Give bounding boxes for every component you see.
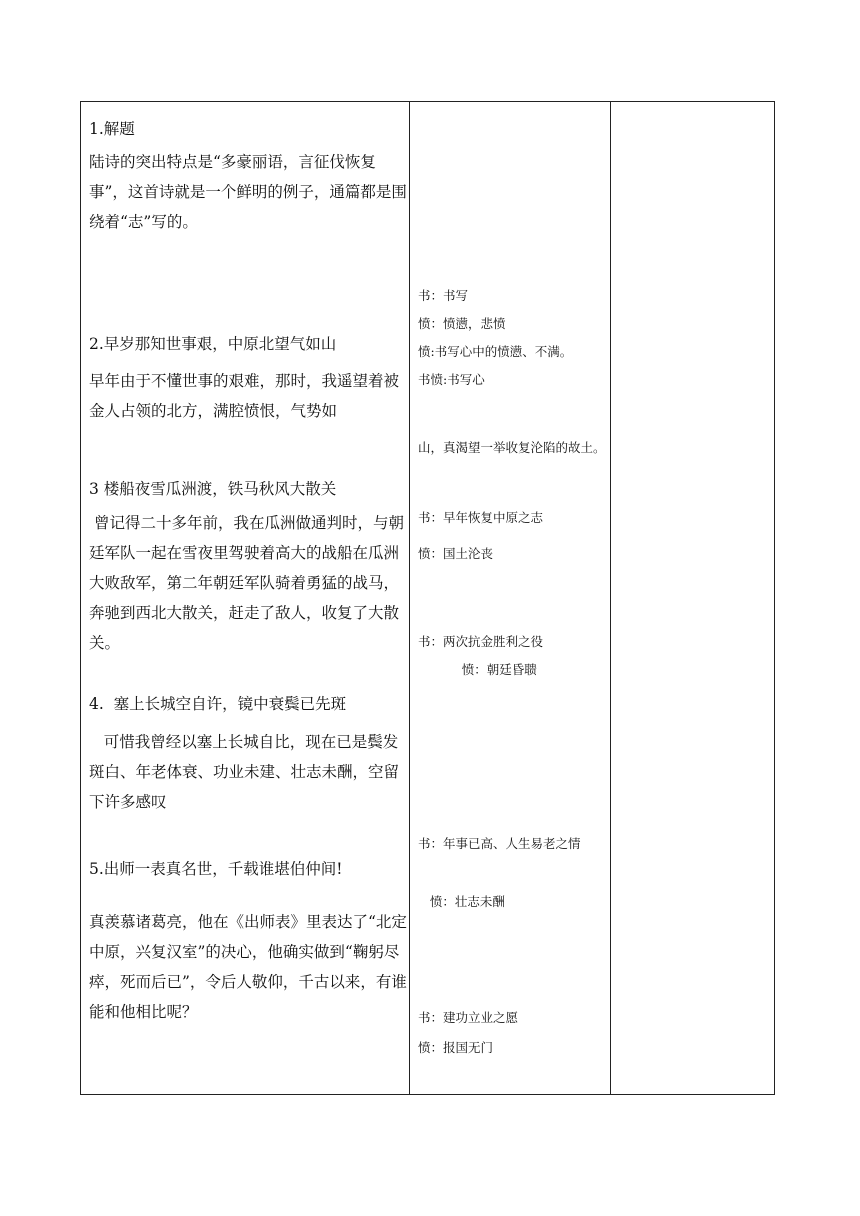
note-5-shu: 书：建功立业之愿 <box>418 1010 519 1025</box>
section-4-body: 可惜我曾经以塞上长城自比，现在已是鬓发斑白、年老体衰、功业未建、壮志未酬，空留下许多感叹 <box>89 733 400 811</box>
note-2-continuation: 山，真渴望一举收复沦陷的故土。 <box>418 440 606 455</box>
note-2-shu: 书：早年恢复中原之志 <box>418 510 544 525</box>
section-1-body: 陆诗的突出特点是“多豪丽语，言征伐恢复事”，这首诗就是一个鲜明的例子，通篇都是围绕着“志”写的。 <box>89 153 407 231</box>
note-1-shufen: 书愤:书写心 <box>418 372 485 387</box>
section-5-heading: 5.出师一表真名世，千载谁堪伯仲间! <box>89 860 343 878</box>
note-1-fen-2: 愤:书写心中的愤懑、不满。 <box>418 344 573 359</box>
section-2-heading: 2.早岁那知世事艰，中原北望气如山 <box>89 335 337 353</box>
note-1-fen: 愤：愤懑，悲愤 <box>418 316 506 331</box>
section-5-body: 真羡慕诸葛亮，他在《出师表》里表达了“北定中原，兴复汉室”的决心，他确实做到“鞠躬尽瘁，死而后已”，令后人敬仰，千古以来，有谁能和他相比呢？ <box>89 913 407 1021</box>
section-3-body: 曾记得二十多年前，我在瓜洲做通判时，与朝廷军队一起在雪夜里驾驶着高大的战船在瓜洲大败敌军，第二年朝廷军队骑着勇猛的战马，奔驰到西北大散关，赶走了敌人，收复了大散关。 <box>89 514 404 652</box>
note-2-fen: 愤：国土沦丧 <box>418 546 494 561</box>
note-4-shu: 书：年事已高、人生易老之情 <box>418 836 581 851</box>
note-5-fen: 愤：报国无门 <box>418 1040 494 1055</box>
note-3-fen: 愤：朝廷昏聩 <box>418 662 537 677</box>
section-4-heading: 4. 塞上长城空自许，镜中衰鬓已先斑 <box>89 695 347 713</box>
column-divider-1 <box>409 102 410 1094</box>
lesson-table <box>80 101 775 1095</box>
section-3-heading: 3 楼船夜雪瓜洲渡，铁马秋风大散关 <box>89 480 337 498</box>
note-1-shu: 书：书写 <box>418 288 469 303</box>
section-1-heading: 1.解题 <box>89 120 135 138</box>
note-3-shu: 书：两次抗金胜利之役 <box>418 634 544 649</box>
section-2-body: 早年由于不懂世事的艰难，那时，我遥望着被金人占领的北方，满腔愤恨，气势如 <box>89 372 400 420</box>
column-divider-2 <box>610 102 611 1094</box>
note-4-fen: 愤：壮志未酬 <box>418 894 505 909</box>
